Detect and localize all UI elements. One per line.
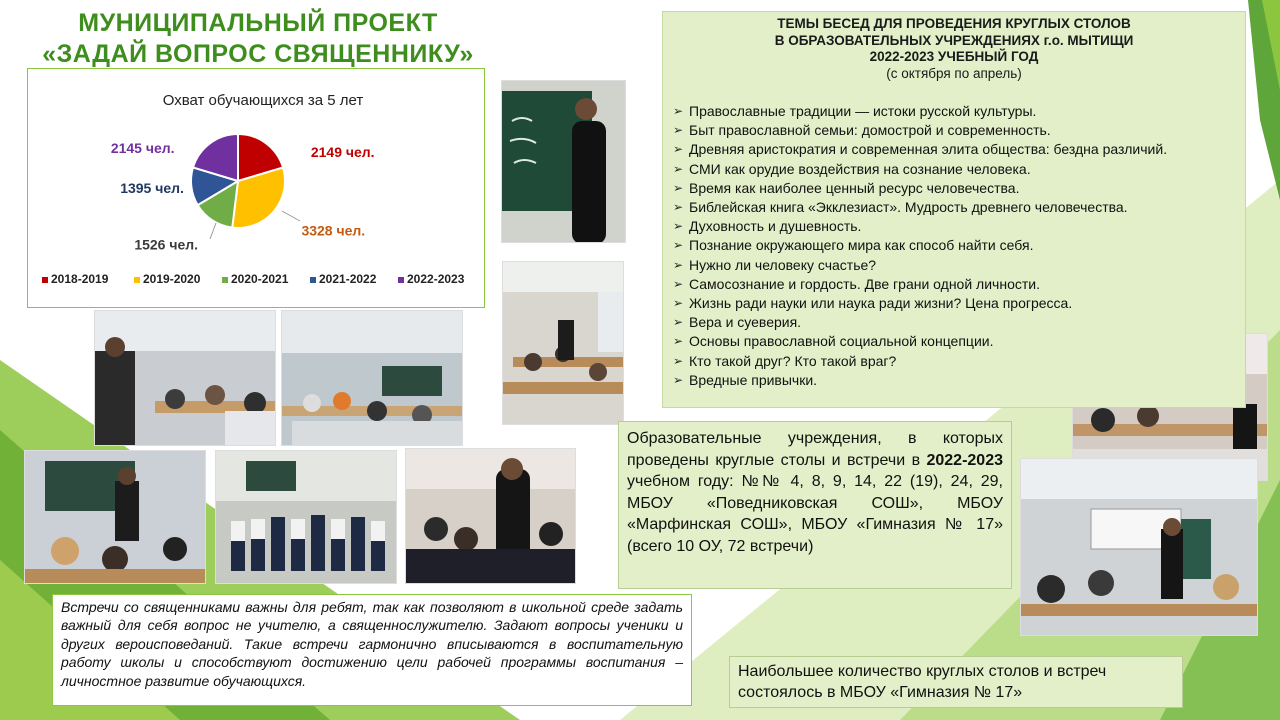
photo-group [215,450,397,584]
project-title-line1: МУНИЦИПАЛЬНЫЙ ПРОЕКТ [78,9,438,37]
legend-label-2018-2019: 2018-2019 [51,272,109,286]
topic-item: ➢ Самосознание и гордость. Две грани одной личности. [669,275,1239,294]
topic-item: ➢ Древняя аристократия и современная элита общества: бездна различий. [669,140,1239,159]
project-title-line2: «ЗАДАЙ ВОПРОС СВЯЩЕННИКУ» [42,40,474,68]
schools-panel [618,421,1012,589]
topic-item: ➢ Вера и суеверия. [669,313,1239,332]
topic-item: ➢ Вредные привычки. [669,371,1239,390]
legend-swatch-2021-2022 [310,277,316,283]
chart-title: Охват обучающихся за 5 лет [162,92,364,109]
topic-item: ➢ Быт православной семьи: домострой и современность. [669,121,1239,140]
photo-classroom-6 [1020,458,1258,636]
summary-text: Наибольшее количество круглых столов и встреч состоялось в МБОУ «Гимназия № 17» [738,663,1107,701]
legend-label-2019-2020: 2019-2020 [143,272,201,286]
topics-heading-line3: 2022-2023 УЧЕБНЫЙ ГОД [869,49,1039,64]
data-label-2022-2023: 2145 чел. [110,140,175,157]
photo-priest-students [405,448,576,584]
photo-classroom-4 [24,450,206,584]
legend-swatch-2020-2021 [222,277,228,283]
note-text: Встречи со священниками важны для ребят, так как позволяют в школьной среде задать важный для себя вопрос не учителю, а священнослужителю. Задают вопросы ученики и других вероисповеданий. Такие встречи гармонично вписываются в воспитательную работу школы и способствуют достижению цели рабочей программы воспитания – личностное развитие обучающихся. [61,599,683,689]
legend-swatch-2018-2019 [42,277,48,283]
topics-heading-line2: В ОБРАЗОВАТЕЛЬНЫХ УЧРЕЖДЕНИЯХ г.о. МЫТИЩИ [774,32,1134,48]
topic-item: ➢ Нужно ли человеку счастье? [669,256,1239,275]
photo-classroom-2 [94,310,276,446]
data-label-2018-2019: 2149 чел. [310,143,375,160]
topics-subheading: (с октября по апрель) [886,65,1022,81]
summary-panel [729,656,1183,708]
topic-item: ➢ Основы православной социальной концепции. [669,332,1239,351]
data-label-2020-2021: 1526 чел. [134,236,199,253]
topics-heading-line1: ТЕМЫ БЕСЕД ДЛЯ ПРОВЕДЕНИЯ КРУГЛЫХ СТОЛОВ [777,16,1131,31]
topics-panel [662,11,1246,408]
photo-classroom-3 [281,310,463,446]
legend-swatch-2019-2020 [134,277,140,283]
legend-label-2020-2021: 2020-2021 [231,272,289,286]
topics-list [669,102,1239,390]
data-label-2019-2020: 3328 чел. [301,222,366,239]
legend-label-2022-2023: 2022-2023 [407,272,465,286]
photo-priest-blackboard [501,80,626,243]
topic-item: ➢ Время как наиболее ценный ресурс человечества. [669,179,1239,198]
topic-item: ➢ Православные традиции — истоки русской культуры. [669,102,1239,121]
legend-label-2021-2022: 2021-2022 [319,272,377,286]
topic-item: ➢ СМИ как орудие воздействия на сознание человека. [669,160,1239,179]
pie-chart-svg [28,69,486,309]
note-panel [52,594,692,706]
schools-text-after: учебном году: №№ 4, 8, 9, 14, 22 (19), 24, 29, МБОУ «Поведниковская СОШ», МБОУ «Марфинская СОШ», МБОУ «Гимназия № 17» (всего 10 ОУ, 72 встречи) [627,473,1003,555]
legend-swatch-2022-2023 [398,277,404,283]
leader-line [282,211,300,221]
project-title [28,8,488,70]
topic-item: ➢ Кто такой друг? Кто такой враг? [669,352,1239,371]
photo-classroom-1 [502,261,624,425]
data-label-2021-2022: 1395 чел. [120,180,184,197]
topic-item: ➢ Духовность и душевность. [669,217,1239,236]
leader-line [210,223,216,239]
topic-item: ➢ Библейская книга «Экклезиаст». Мудрость древнего человечества. [669,198,1239,217]
topic-item: ➢ Познание окружающего мира как способ найти себя. [669,236,1239,255]
schools-year: 2022-2023 [926,451,1003,469]
coverage-chart [27,68,485,308]
topic-item: ➢ Жизнь ради науки или наука ради жизни? Цена прогресса. [669,294,1239,313]
schools-text-before: Образовательные учреждения, в которых проведены круглые столы и встречи в [627,430,1003,469]
